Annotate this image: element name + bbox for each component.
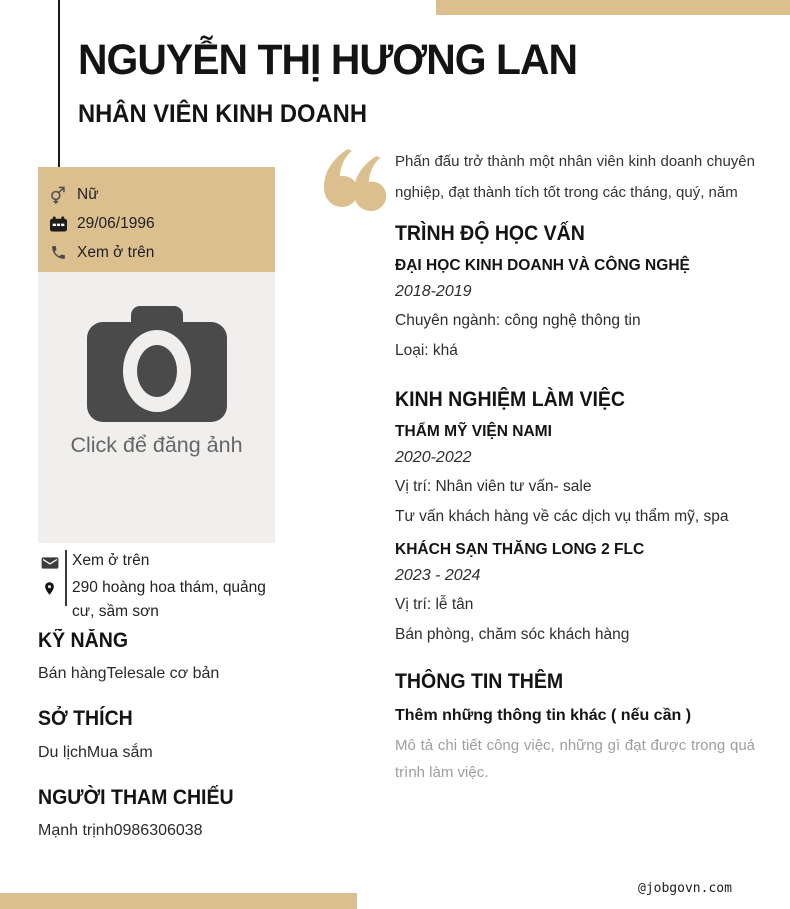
experience-period: 2023 - 2024 <box>395 567 481 584</box>
info-row-phone <box>48 238 275 267</box>
candidate-job-title: NHÂN VIÊN KINH DOANH <box>78 100 367 128</box>
skills-content: Bán hàngTelesale cơ bản <box>38 665 220 682</box>
school-name: ĐẠI HỌC KINH DOANH VÀ CÔNG NGHỆ <box>395 257 690 274</box>
education-detail: Chuyên ngành: công nghệ thông tin <box>395 312 641 329</box>
photo-upload-label[interactable]: Click để đăng ảnh <box>70 433 243 457</box>
phone-value: Xem ở trên <box>77 243 155 261</box>
experience-section-title: KINH NGHIỆM LÀM VIỆC <box>395 388 626 411</box>
experience-entry <box>395 423 755 527</box>
education-period: 2018-2019 <box>395 283 472 300</box>
additional-info-subtitle: Thêm những thông tin khác ( nếu cần ) <box>395 707 692 724</box>
references-content: Mạnh trịnh0986306038 <box>38 822 203 839</box>
info-row-gender <box>48 180 275 209</box>
phone-icon <box>48 244 68 261</box>
info-row-birthdate <box>48 209 275 238</box>
bottom-accent-bar <box>0 893 357 909</box>
site-watermark: @jobgovn.com <box>638 881 732 896</box>
candidate-name: NGUYỄN THỊ HƯƠNG LAN <box>78 36 578 84</box>
contact-list <box>38 548 275 632</box>
experience-detail: Tư vấn khách hàng về các dịch vụ thẩm mỹ, spa <box>395 508 729 525</box>
experience-detail: Vị trí: Nhân viên tư vấn- sale <box>395 478 592 495</box>
experience-detail: Vị trí: lễ tân <box>395 596 474 613</box>
gender-icon <box>48 185 68 204</box>
email-value: Xem ở trên <box>72 552 150 569</box>
hobbies-section-title: SỞ THÍCH <box>38 707 133 730</box>
experience-detail: Bán phòng, chăm sóc khách hàng <box>395 626 630 643</box>
career-objective: Phấn đấu trở thành một nhân viên kinh doanh chuyên nghiệp, đạt thành tích tốt trong các tháng, quý, năm <box>395 153 755 201</box>
photo-upload-area[interactable] <box>38 272 275 543</box>
location-icon <box>42 579 57 603</box>
birthdate-value: 29/06/1996 <box>77 214 155 232</box>
top-accent-bar <box>436 0 790 15</box>
camera-icon <box>87 306 227 422</box>
experience-entry <box>395 541 755 645</box>
education-section-title: TRÌNH ĐỘ HỌC VẤN <box>395 222 585 245</box>
experience-period: 2020-2022 <box>395 449 472 466</box>
hobbies-content: Du lịchMua sắm <box>38 744 153 761</box>
personal-info-box <box>38 167 275 272</box>
address-value: 290 hoàng hoa thám, quảng cư, sầm sơn <box>72 579 266 620</box>
references-section-title: NGƯỜI THAM CHIẾU <box>38 786 234 809</box>
additional-info-placeholder: Mô tả chi tiết công việc, những gì đạt được trong quá trình làm việc. <box>395 737 755 781</box>
education-entry <box>395 257 755 361</box>
gender-value: Nữ <box>77 185 99 203</box>
calendar-icon <box>48 216 68 232</box>
education-detail: Loại: khá <box>395 342 458 359</box>
quote-icon <box>320 148 388 217</box>
company-name: THẨM MỸ VIỆN NAMI <box>395 423 552 440</box>
skills-section-title: KỸ NĂNG <box>38 629 129 652</box>
contact-divider-rule <box>65 550 67 606</box>
company-name: KHÁCH SẠN THĂNG LONG 2 FLC <box>395 541 645 558</box>
header-vertical-rule <box>58 0 60 167</box>
mail-icon <box>41 556 59 575</box>
additional-info-section-title: THÔNG TIN THÊM <box>395 670 564 693</box>
main-column <box>395 146 755 786</box>
